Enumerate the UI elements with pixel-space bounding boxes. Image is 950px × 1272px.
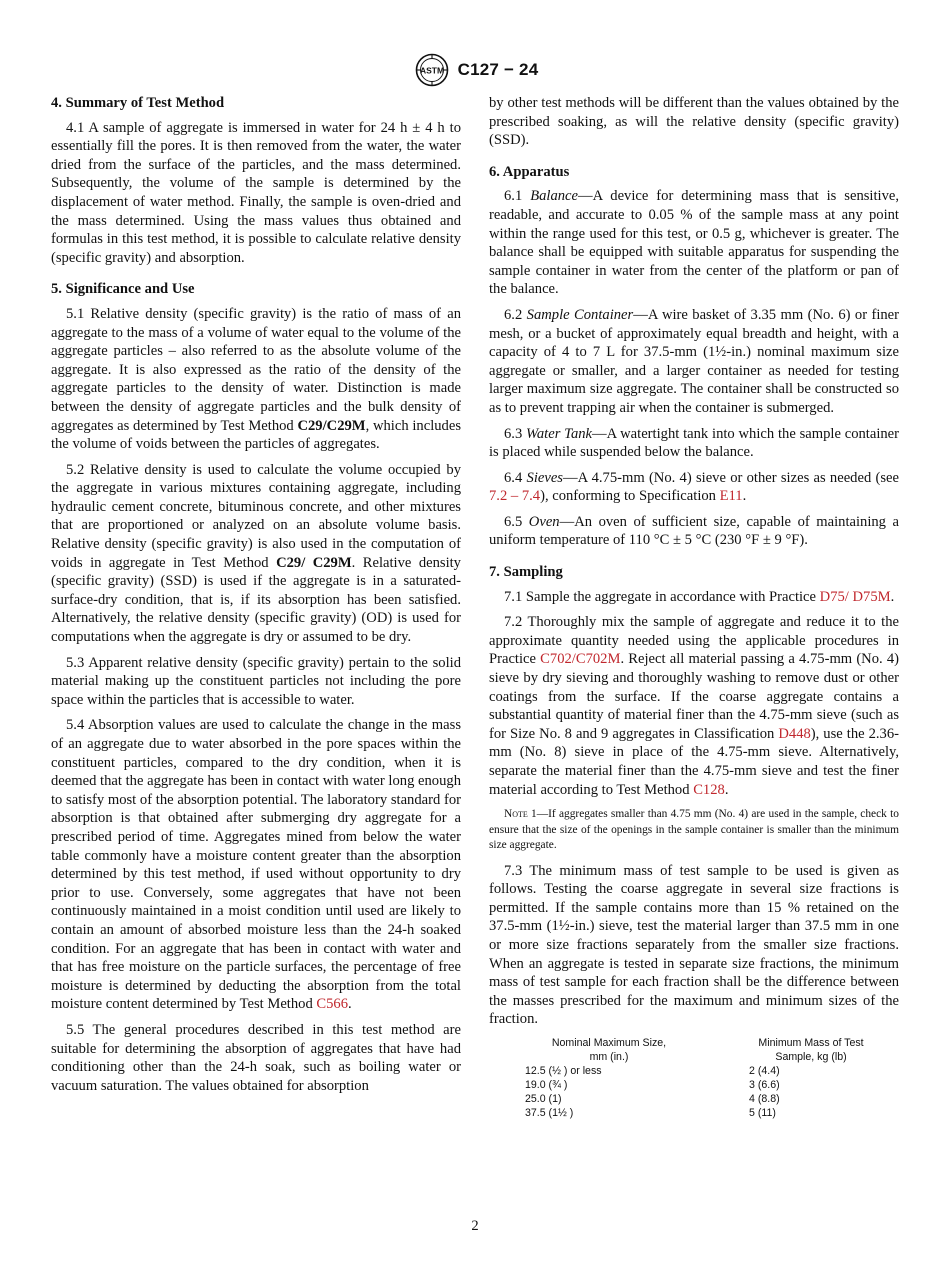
table-header-row <box>489 1036 891 1064</box>
paragraph-5-1: 5.1 Relative density (specific gravity) is the ratio of mass of an aggregate to the mass of a volume of water equal to the volume of the aggregate particles – also referred to as the absolute volume of the aggregate. It is also expressed as the ratio of the density of the aggregate particles to the density of water. Distinction is made between the density of aggregate particles and the bulk density of aggregates as determined by Test Method C29/C29M, which includes the volume of voids between the particles of aggregates. <box>51 305 462 453</box>
left-column <box>51 94 461 1102</box>
paragraph-5-2: 5.2 Relative density is used to calculate the volume occupied by the aggregate in various mixtures containing aggregate, including hydraulic cement concrete, bituminous concrete, and other mixtures that are proportioned or analyzed on an absolute volume basis. Relative density (specific gravity) is also used in the computation of voids in aggregate in Test Method C29/ C29M. Relative density (specific gravity) (SSD) is used if the aggregate is in a saturated-surface-dry condition, that is, if its absorption has been satisfied. Alternatively, the relative density (specific gravity) (OD) is used for computations when the aggregate is dry or assumed to be dry. <box>51 461 461 646</box>
table-cell-mass: 5 (11) <box>749 1107 776 1120</box>
ref-c29-2[interactable]: C29/ C29M <box>276 554 352 571</box>
paragraph-7-3: 7.3 The minimum mass of test sample to be used is given as follows. Testing the coarse aggregate in several size fractions is permitted. If the sample contains more than 15 % retained on the 37.5-mm (1½-in.) sieve, test the material larger than 37.5 mm in one or more size fractions separately from the smaller size fractions. When an aggregate is tested in separate size fractions, the minimum mass of test sample for each fraction shall be the difference between the masses prescribed for the maximum and minimum sizes of the fraction. <box>489 862 899 1028</box>
ref-c566[interactable]: C566 <box>316 996 349 1013</box>
document-id: C127 − 24 <box>457 60 539 79</box>
ref-e11[interactable]: E11 <box>719 488 743 505</box>
ref-7-2-7-4[interactable]: 7.2 – 7.4 <box>489 488 541 505</box>
paragraph-7-2: 7.2 Thoroughly mix the sample of aggregate and reduce it to the approximate quantity needed using the applicable procedures in Practice C702/C702M. Reject all material passing a 4.75-mm (No. 4) sieve by dry sieving and thoroughly washing to remove dust or other coatings from the surface. If the coarse aggregate contains a substantial quantity of material finer than the 4.75-mm sieve (such as for Size No. 8 and 9 aggregates in Classification D448), use the 2.36-mm (No. 8) sieve in place of the 4.75-mm sieve. Alternatively, separate the material finer than the 4.75-mm sieve and test the finer material according to Test Method C128. <box>489 614 900 798</box>
table-cell-size: 19.0 (¾ ) <box>525 1079 568 1092</box>
paragraph-6-3: 6.3 Water Tank—A watertight tank into which the sample container is placed while suspended below the balance. <box>489 425 900 461</box>
paragraph-4-1: 4.1 A sample of aggregate is immersed in water for 24 h ± 4 h to essentially fill the pores. It is then removed from the water, the water dried from the surface of the particles, and the mass determined. Subsequently, the volume of the sample is determined by the displacement of water method. Finally, the sample is oven-dried and the mass determined. Using the mass values thus obtained and formulas in this test method, it is possible to calculate relative density (specific gravity) and absorption. <box>51 119 461 266</box>
table-row <box>489 1078 891 1092</box>
ref-d448[interactable]: D448 <box>778 725 811 742</box>
paragraph-7-1: 7.1 Sample the aggregate in accordance with Practice D75/ D75M. <box>504 588 895 605</box>
ref-d75[interactable]: D75/ D75M <box>819 588 891 605</box>
header-inner <box>412 53 539 87</box>
table-header-mass: Minimum Mass of Test Sample, kg (lb) <box>758 1037 864 1064</box>
paragraph-5-5-continued: by other test methods will be different than the values obtained by the prescribed soaking, as will the relative density (specific gravity) (SSD). <box>489 95 899 149</box>
table-row <box>489 1092 891 1106</box>
table-cell-size: 37.5 (1½ ) <box>525 1107 574 1120</box>
paragraph-6-4: 6.4 Sieves—A 4.75-mm (No. 4) sieve or other sizes as needed (see 7.2 – 7.4), conforming to Specification E11. <box>489 469 900 505</box>
paragraph-6-5: 6.5 Oven—An oven of sufficient size, capable of maintaining a uniform temperature of 110 °C ± 5 °C (230 °F ± 9 °F). <box>489 513 900 549</box>
table-cell-size: 25.0 (1) <box>525 1093 562 1106</box>
table-row <box>489 1106 891 1120</box>
logo-text: ASTM <box>419 65 444 76</box>
section-4-heading: 4. Summary of Test Method <box>51 95 225 111</box>
ref-c702[interactable]: C702/C702M <box>540 651 621 668</box>
table-cell-mass: 2 (4.4) <box>749 1065 780 1078</box>
table-header-size: Nominal Maximum Size, mm (in.) <box>551 1037 667 1064</box>
section-6-heading: 6. Apparatus <box>489 163 570 180</box>
paragraph-5-5: 5.5 The general procedures described in this test method are suitable for determining the absorption of aggregates that have had conditioning other than the 24-h soak, such as boiling water or vacuum saturation. The values obtained for absorption <box>51 1021 461 1094</box>
paragraph-5-4: 5.4 Absorption values are used to calculate the change in the mass of an aggregate due to water absorbed in the pore spaces within the constituent particles, compared to the dry condition, when it is deemed that the aggregate has been in contact with water long enough to satisfy most of the absorption potential. The laboratory standard for absorption is that obtained after submerging dry aggregate for a prescribed period of time. Aggregates mined from below the water table commonly have a moisture content greater than the absorption determined by this test method, if used without opportunity to dry prior to use. Conversely, some aggregates that have not been continuously maintained in a moist condition until used are likely to contain an amount of absorbed moisture less than the 24-h soaked condition. For an aggregate that has been in contact with water and that has free moisture on the particle surfaces, the percentage of free moisture is determined by deducting the absorption from the total moisture content determined by Test Method C566. <box>51 717 461 1013</box>
paragraph-6-1: 6.1 Balance—A device for determining mass that is sensitive, readable, and accurate to 0.05 % of the sample mass at any point within the range used for this test, or 0.5 g, whichever is greater. The balance shall be equipped with suitable apparatus for suspending the sample container in water from the center of the platform or pan of the balance. <box>489 188 900 298</box>
minimum-mass-table <box>489 1036 891 1120</box>
page-number: 2 <box>471 1218 479 1234</box>
table-cell-mass: 3 (6.6) <box>749 1079 780 1092</box>
section-5-heading: 5. Significance and Use <box>51 281 195 298</box>
table-row <box>489 1064 891 1078</box>
right-column <box>489 94 899 1120</box>
ref-c128[interactable]: C128 <box>693 781 725 798</box>
paragraph-6-2: 6.2 Sample Container—A wire basket of 3.35 mm (No. 6) or finer mesh, or a bucket of approximately equal breadth and height, with a capacity of 4 to 7 L for 37.5-mm (1½-in.) nominal maximum size aggregate or smaller, and a larger container as needed for testing larger maximum size aggregate. The container shall be constructed so as to prevent trapping air when the container is submerged. <box>489 306 900 416</box>
section-7-heading: 7. Sampling <box>489 564 563 581</box>
table-cell-mass: 4 (8.8) <box>749 1093 780 1106</box>
page-header <box>0 50 950 90</box>
note-1: Note 1—If aggregates smaller than 4.75 mm (No. 4) are used in the sample, check to ensure that the size of the openings in the sample container is smaller than the minimum size aggregate. <box>489 808 899 852</box>
paragraph-5-3: 5.3 Apparent relative density (specific gravity) pertain to the solid material making up the constituent particles not including the pore space within the particles that is accessible to water. <box>51 654 461 708</box>
table-cell-size: 12.5 (½ ) or less <box>525 1065 602 1078</box>
ref-c29[interactable]: C29/C29M <box>297 417 366 434</box>
astm-logo-icon <box>412 53 452 87</box>
